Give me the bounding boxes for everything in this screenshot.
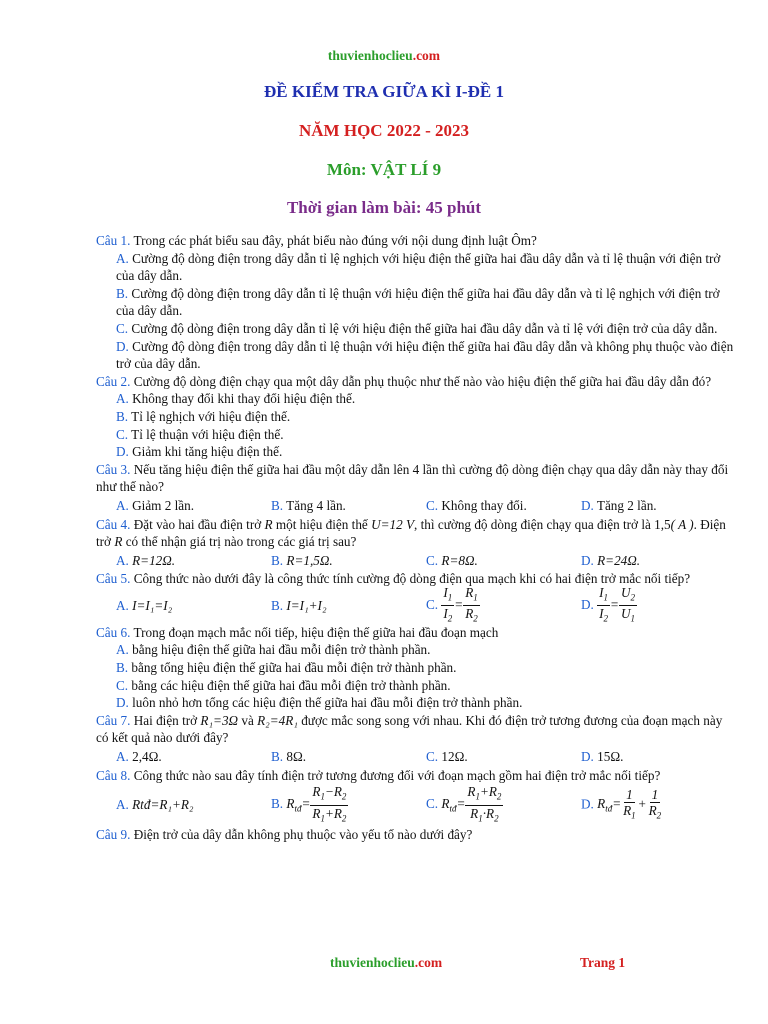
q8-options [96,785,736,825]
question-5: Câu 5. Công thức nào dưới đây là công thức tính cường độ dòng điện qua mạch khi có hai điện trở mắc nối tiếp? [96,571,691,587]
q2-option-b: B. Tỉ lệ nghịch với hiệu điện thế. [116,408,291,424]
q5-option-c: C. $\frac{I_1}{I_2}$ = $\frac{R_1}{R_2}$ [426,584,478,625]
site-header [0,48,768,64]
q6-option-c: C. bằng các hiệu điện thế giữa hai đầu mỗi điện trở thành phần. [116,677,451,693]
q7-option-d: D. 15Ω. [581,749,624,765]
question-3: Câu 3. Nếu tăng hiệu điện thế giữa hai đầu một dây dẫn lên 4 lần thì cường độ dòng điện chạy qua dây dẫn này thay đổi như thế nào? [96,461,729,495]
exam-title: ĐỀ KIỂM TRA GIỮA KÌ I-ĐỀ 1 [264,82,504,101]
q1-option-d: D. Cường độ dòng điện trong dây dẫn tỉ lệ thuận với hiệu điện thế giữa hai đầu dây dẫn và không phụ thuộc vào điện trở của dây dẫn. [116,338,734,372]
q2-option-c: C. Tỉ lệ thuận với hiệu điện thế. [116,426,284,442]
q6-option-a: A. bằng hiệu điện thế giữa hai đầu mỗi điện trở thành phần. [116,642,431,658]
q8-option-d: D. $R_{tđ}=$ $\frac{1}{R_1}$ + $\frac{1}{R_2}$ [581,786,662,821]
q2-option-a: A. Không thay đổi khi thay đổi hiệu điện thế. [116,391,356,407]
question-8: Câu 8. Công thức nào sau đây tính điện trở tương đương đối với đoạn mạch gồm hai điện trở mắc nối tiếp? [96,767,661,783]
q7-option-c: C. 12Ω. [426,749,468,765]
school-year: NĂM HỌC 2022 - 2023 [299,121,469,140]
q4-option-c: C. R=8Ω. [426,552,478,568]
q3-option-c: C. Không thay đổi. [426,497,527,513]
q8-option-a: A. Rtđ=R₁+R₂ [116,797,194,813]
q5-option-a: A. I=I₁=I₂ [116,598,173,614]
site-domain: .com [412,48,441,63]
question-9: Câu 9. Điện trở của dây dẫn không phụ thuộc vào yếu tố nào dưới đây? [96,827,473,843]
q1-option-c: C. Cường độ dòng điện trong dây dẫn tỉ lệ với hiệu điện thế giữa hai đầu dây dẫn và tỉ lệ với điện trở của dây dẫn. [116,320,718,336]
q8-option-b: B. $R_{tđ}=$ $\frac{R_1-R_2}{R_1+R_2}$ [271,784,347,824]
q4-option-b: B. R=1,5Ω. [271,552,333,568]
q4-option-a: A. R=12Ω. [116,552,176,568]
q6-option-b: B. bằng tổng hiệu điện thế giữa hai đầu mỗi điện trở thành phần. [116,660,457,676]
q3-option-a: A. Giảm 2 lần. [116,497,195,513]
q7-option-a: A. 2,4Ω. [116,749,162,765]
q1-option-a: A. Cường độ dòng điện trong dây dẫn tỉ lệ nghịch với hiệu điện thế giữa hai đầu dây dẫn và tỉ lệ thuận với điện trở của dây dẫn. [116,250,721,284]
question-2: Câu 2. Cường độ dòng điện chạy qua một dây dẫn phụ thuộc như thế nào vào hiệu điện thế giữa hai đầu dây dẫn đó? [96,373,712,389]
page-number: Trang 1 [580,955,626,970]
q5-option-b: B. I=I₁+I₂ [271,598,327,614]
q7-option-b: B. 8Ω. [271,749,307,765]
q3-option-d: D. Tăng 2 lần. [581,497,657,513]
question-6: Câu 6. Trong đoạn mạch mắc nối tiếp, hiệu điện thế giữa hai đầu đoạn mạch [96,624,499,640]
q4-option-d: D. R=24Ω. [581,552,641,568]
q5-options [96,584,736,625]
q8-option-c: C. $R_{tđ}=$ $\frac{R_1+R_2}{R_1\cdot R_2}$ [426,784,502,824]
question-1: Câu 1. Trong các phát biểu sau đây, phát biểu nào đúng với nội dung định luật Ôm? [96,233,537,248]
q6-option-d: D. luôn nhỏ hơn tổng các hiệu điện thế giữa hai đầu mỗi điện trở thành phần. [116,695,523,711]
questions [96,232,736,844]
q2-option-d: D. Giảm khi tăng hiệu điện thế. [116,444,283,460]
q5-option-d: D. $\frac{I_1}{I_2}$ = $\frac{U_2}{U_1}$ [581,584,635,625]
subject: Môn: VẬT LÍ 9 [326,160,442,179]
q1-option-b: B. Cường độ dòng điện trong dây dẫn tỉ lệ thuận với hiệu điện thế giữa hai đầu dây dẫn và tỉ lệ nghịch với điện trở của dây dẫn. [116,285,720,319]
q4-options [96,552,736,570]
site-name: thuvienhoclieu [327,48,413,63]
question-7: Câu 7. Hai điện trở R₁=3Ω và R₂=4R₁ được mắc song song với nhau. Khi đó điện trở tương đương của đoạn mạch này có kết quả nào dưới đây? [96,712,723,746]
footer-site: thuvienhoclieu.com [330,955,443,970]
q7-options [96,748,736,766]
q3-option-b: B. Tăng 4 lần. [271,497,346,513]
time-limit: Thời gian làm bài: 45 phút [286,198,482,217]
q3-options [96,497,736,515]
question-4: Câu 4. Đặt vào hai đầu điện trở R một hiệu điện thế U=12 V, thì cường độ dòng điện chạy qua điện trở là 1,5( A ). Điện trở R có thể nhận giá trị nào trong các giá trị sau? [96,516,726,550]
